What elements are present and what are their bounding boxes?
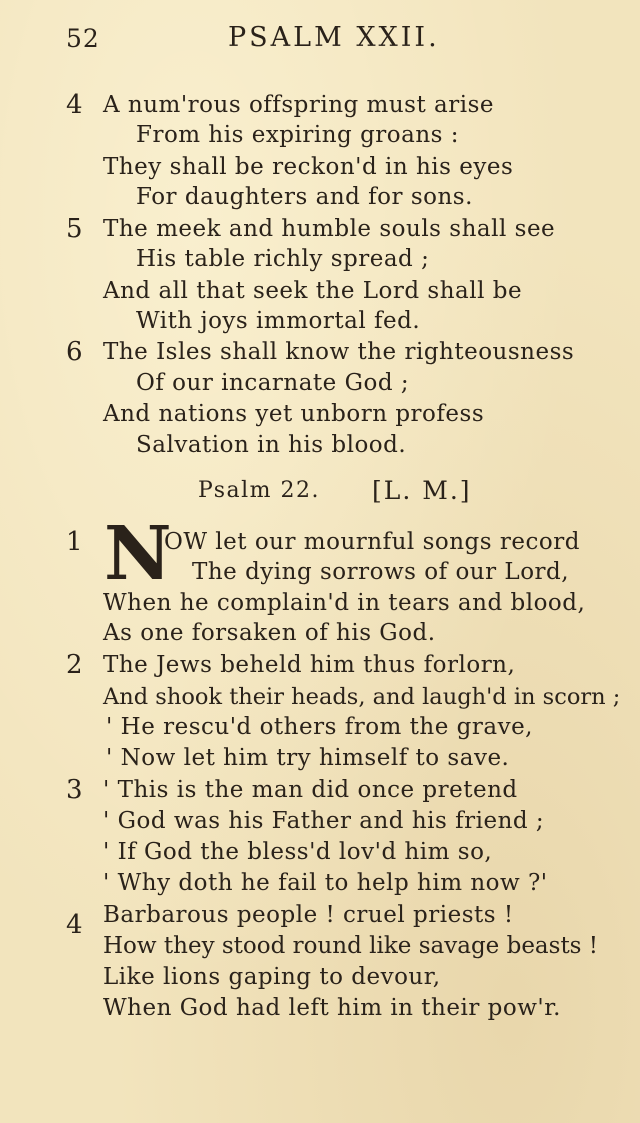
stanza-number: 3 [66, 775, 83, 805]
verse-line: Of our incarnate God ; [136, 370, 410, 396]
psalm-title: Psalm 22. [198, 478, 320, 503]
verse-line: How they stood round like savage beasts ! [103, 933, 599, 959]
verse-line: Like lions gaping to devour, [103, 964, 441, 990]
verse-line: ' Why doth he fail to help him now ?' [103, 870, 548, 896]
verse-line: A num'rous offspring must arise [103, 92, 495, 118]
verse-line: With joys immortal fed. [136, 308, 421, 334]
drop-cap: N [104, 511, 172, 597]
psalm-meter: [L. M.] [372, 476, 472, 505]
verse-line: And shook their heads, and laugh'd in scorn ; [103, 684, 621, 710]
stanza-number: 4 [66, 910, 83, 940]
verse-line: And all that seek the Lord shall be [103, 278, 523, 304]
verse-line: When he complain'd in tears and blood, [103, 590, 586, 616]
page-number: 52 [66, 24, 100, 53]
running-head: PSALM XXII. [228, 22, 440, 53]
verse-line: OW let our mournful songs record [164, 529, 580, 555]
stanza-number: 6 [66, 337, 83, 367]
verse-line: The Isles shall know the righteousness [103, 339, 575, 365]
verse-line: ' This is the man did once pretend [103, 777, 518, 803]
verse-line: ' If God the bless'd lov'd him so, [103, 839, 493, 865]
verse-line: The meek and humble souls shall see [103, 216, 556, 242]
verse-line: The Jews beheld him thus forlorn, [103, 652, 516, 678]
verse-line: ' God was his Father and his friend ; [103, 808, 545, 834]
stanza-number: 1 [66, 527, 83, 557]
verse-line: From his expiring groans : [136, 122, 460, 148]
verse-line: Barbarous people ! cruel priests ! [103, 902, 514, 928]
stanza-number: 5 [66, 214, 83, 244]
verse-line: They shall be reckon'd in his eyes [103, 154, 514, 180]
verse-line: The dying sorrows of our Lord, [192, 559, 570, 585]
verse-line: As one forsaken of his God. [103, 620, 436, 646]
verse-line: When God had left him in their pow'r. [103, 995, 561, 1021]
stanza-number: 4 [66, 90, 83, 120]
verse-line: His table richly spread ; [136, 246, 430, 272]
stanza-number: 2 [66, 650, 83, 680]
verse-line: For daughters and for sons. [136, 184, 473, 210]
verse-line: Salvation in his blood. [136, 432, 407, 458]
verse-line: And nations yet unborn profess [103, 401, 485, 427]
verse-line: ' He rescu'd others from the grave, [106, 714, 533, 740]
verse-line: ' Now let him try himself to save. [106, 745, 510, 771]
